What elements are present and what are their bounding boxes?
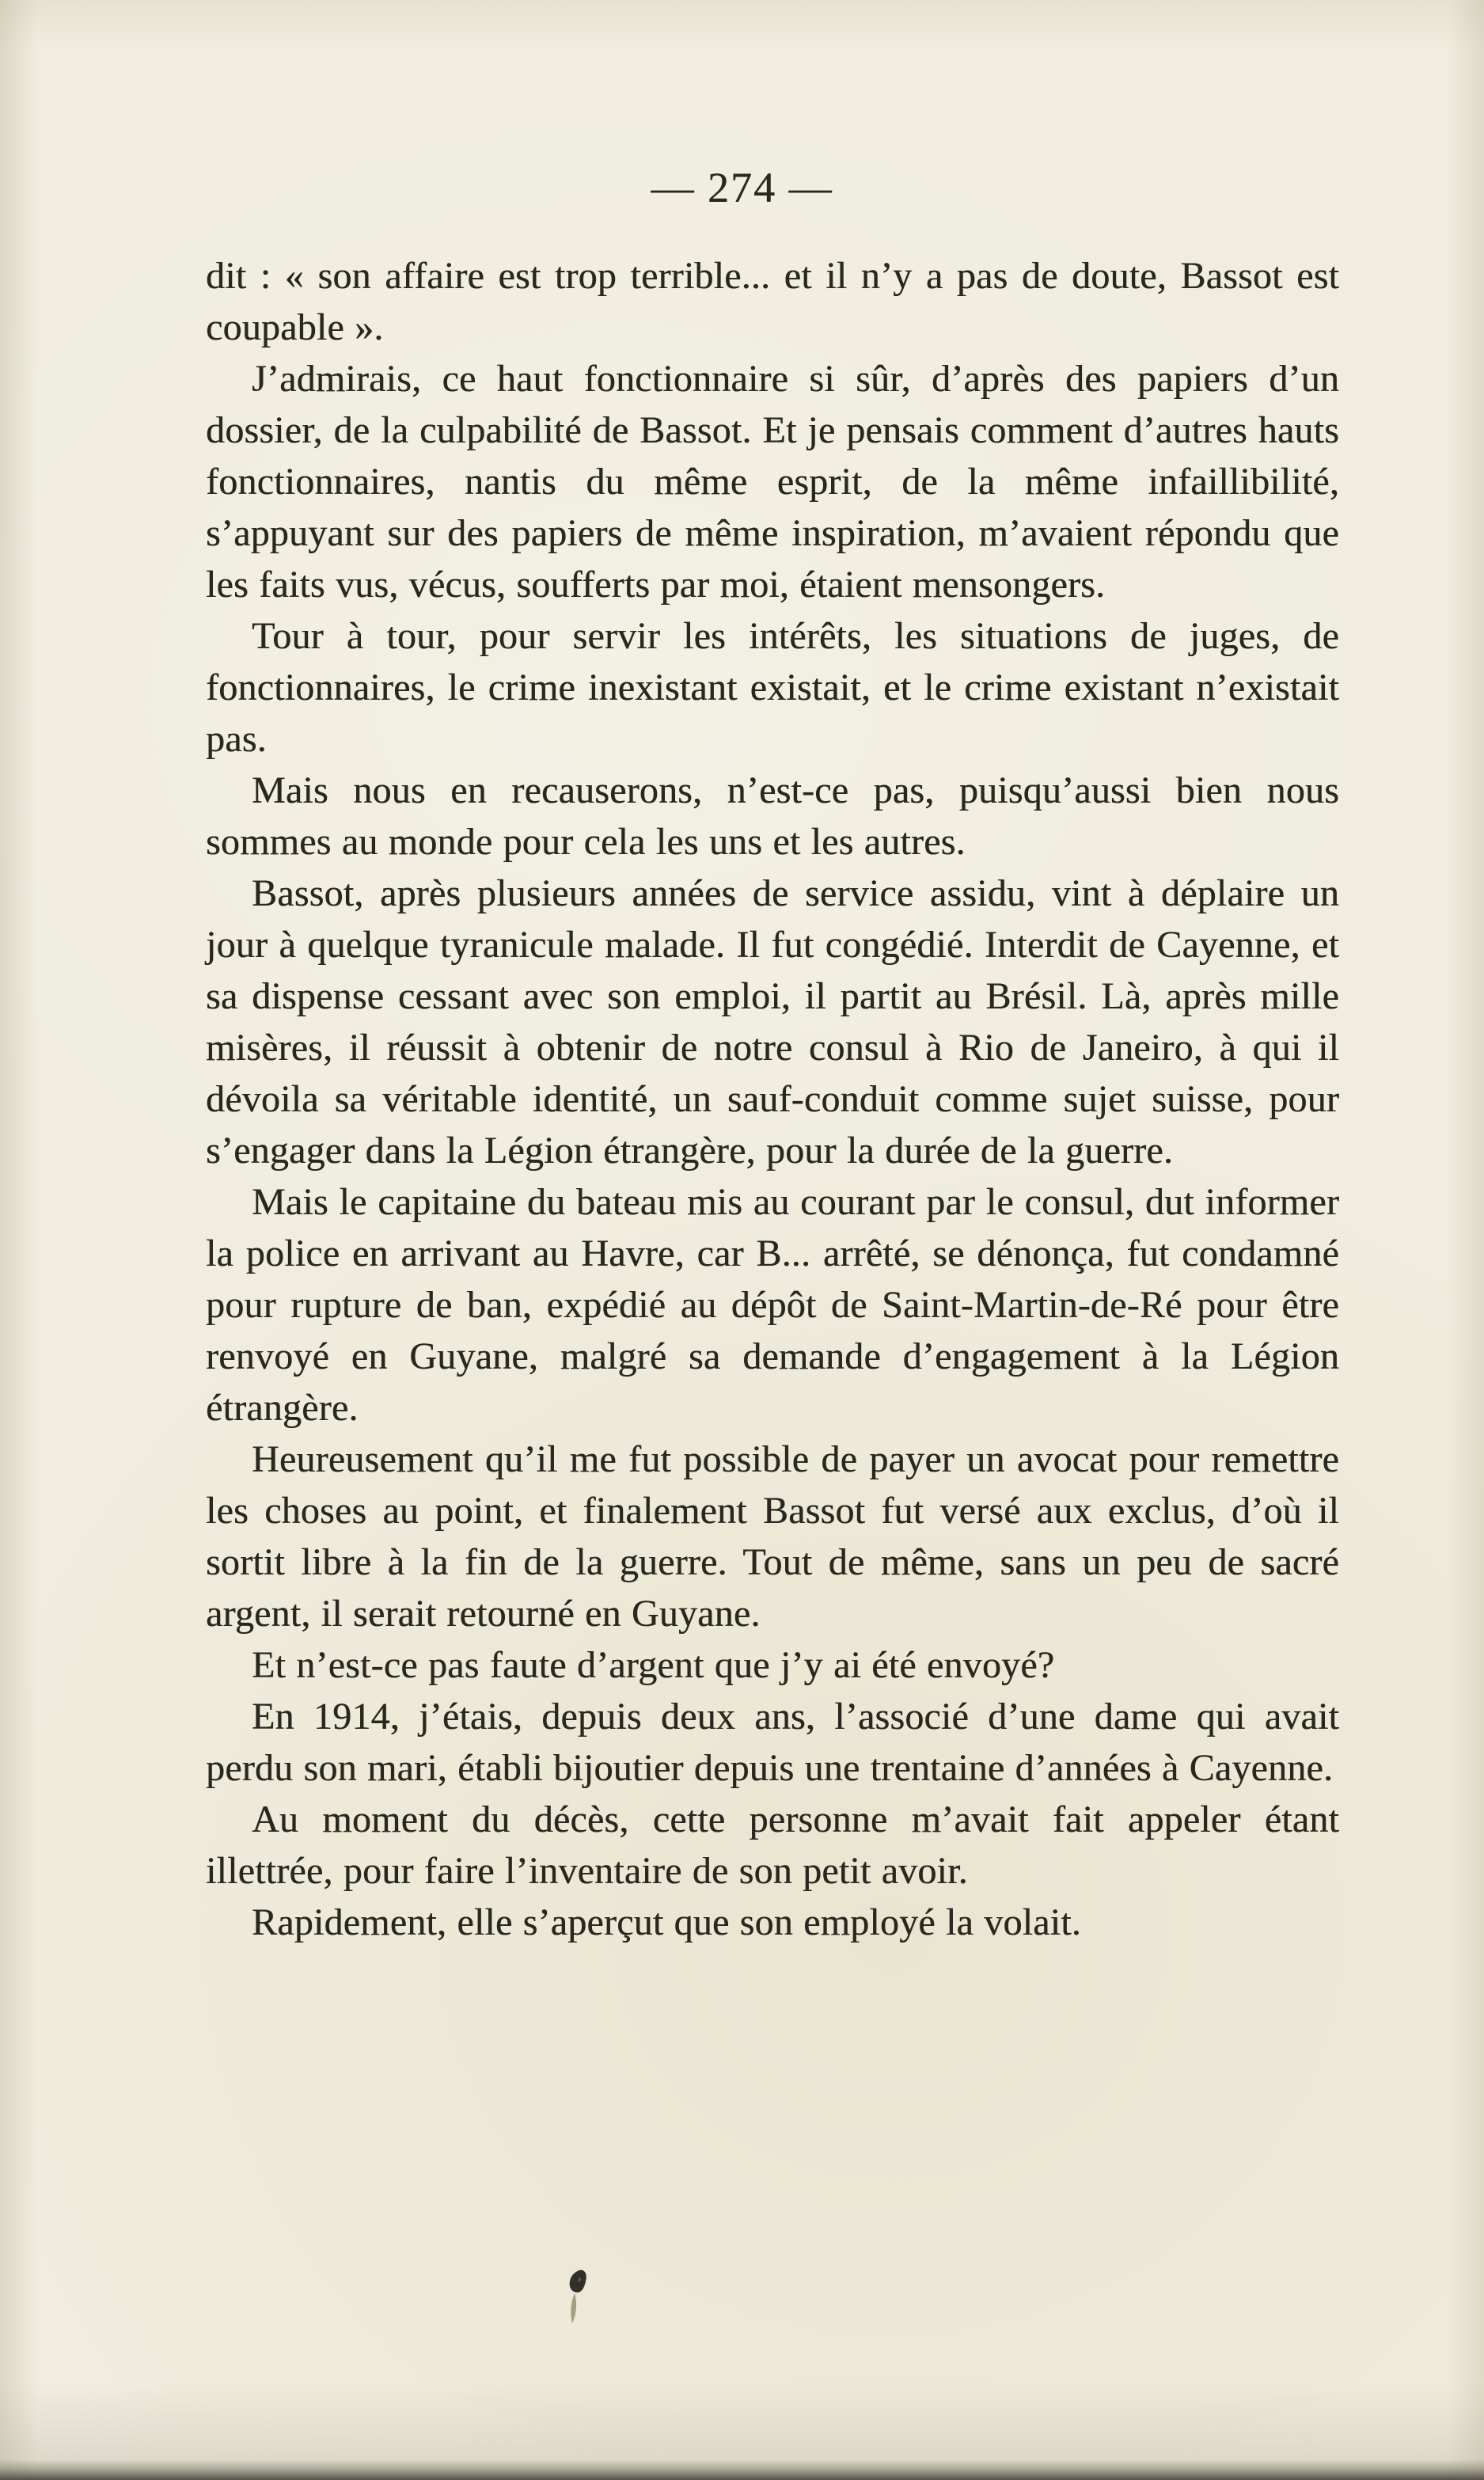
- paragraph: J’admirais, ce haut fonctionnaire si sûr, d’après des papiers d’un dossier, de la culpabilité de Bassot. Et je pensais comment d’autres hauts fonctionnaires, nantis du même esprit, de la même infaillibilité, s’appuyant sur des papiers de même inspiration, m’avaient répondu que les faits vus, vécus, soufferts par moi, étaient mensongers.: [206, 358, 1339, 606]
- ink-blot-icon: [559, 2265, 595, 2345]
- paragraph: Et n’est-ce pas faute d’argent que j’y ai été envoyé?: [252, 1644, 1055, 1686]
- paragraph: Heureusement qu’il me fut possible de payer un avocat pour remettre les choses au point, et finalement Bassot fut versé aux exclus, d’où il sortit libre à la fin de la guerre. Tout de même, sans un peu de sacré argent, il serait retourné en Guyane.: [206, 1438, 1339, 1635]
- paragraph: Au moment du décès, cette personne m’avait fait appeler étant illettrée, pour faire l’inventaire de son petit avoir.: [206, 1798, 1339, 1892]
- paragraph: Rapidement, elle s’aperçut que son employé la volait.: [252, 1901, 1081, 1943]
- paragraph: Bassot, après plusieurs années de service assidu, vint à déplaire un jour à quelque tyranicule malade. Il fut congédié. Interdit de Cayenne, et sa dispense cessant avec son emploi, il partit au Brésil. Là, après mille misères, il réussit à obtenir de notre consul à Rio de Janeiro, à qui il dévoila sa véritable identité, un sauf-conduit comme sujet suisse, pour s’engager dans la Légion étrangère, pour la durée de la guerre.: [206, 872, 1339, 1172]
- scan-bottom-edge: [0, 2459, 1484, 2480]
- paragraph: Tour à tour, pour servir les intérêts, les situations de juges, de fonctionnaires, le crime inexistant existait, et le crime existant n’existait pas.: [206, 615, 1339, 760]
- page-text-block: [206, 250, 1339, 1948]
- paragraph: En 1914, j’étais, depuis deux ans, l’associé d’une dame qui avait perdu son mari, établi bijoutier depuis une trentaine d’années à Cayenne.: [206, 1696, 1339, 1789]
- paragraph: dit : « son affaire est trop terrible... et il n’y a pas de doute, Bassot est coupable ».: [206, 255, 1339, 348]
- paragraph: Mais le capitaine du bateau mis au courant par le consul, dut informer la police en arrivant au Havre, car B... arrêté, se dénonça, fut condamné pour rupture de ban, expédié au dépôt de Saint-Martin-de-Ré pour être renvoyé en Guyane, malgré sa demande d’engagement à la Légion étrangère.: [206, 1181, 1339, 1429]
- page-number: — 274 —: [651, 164, 833, 211]
- paragraph: Mais nous en recauserons, n’est-ce pas, puisqu’aussi bien nous sommes au monde pour cela les uns et les autres.: [206, 769, 1339, 863]
